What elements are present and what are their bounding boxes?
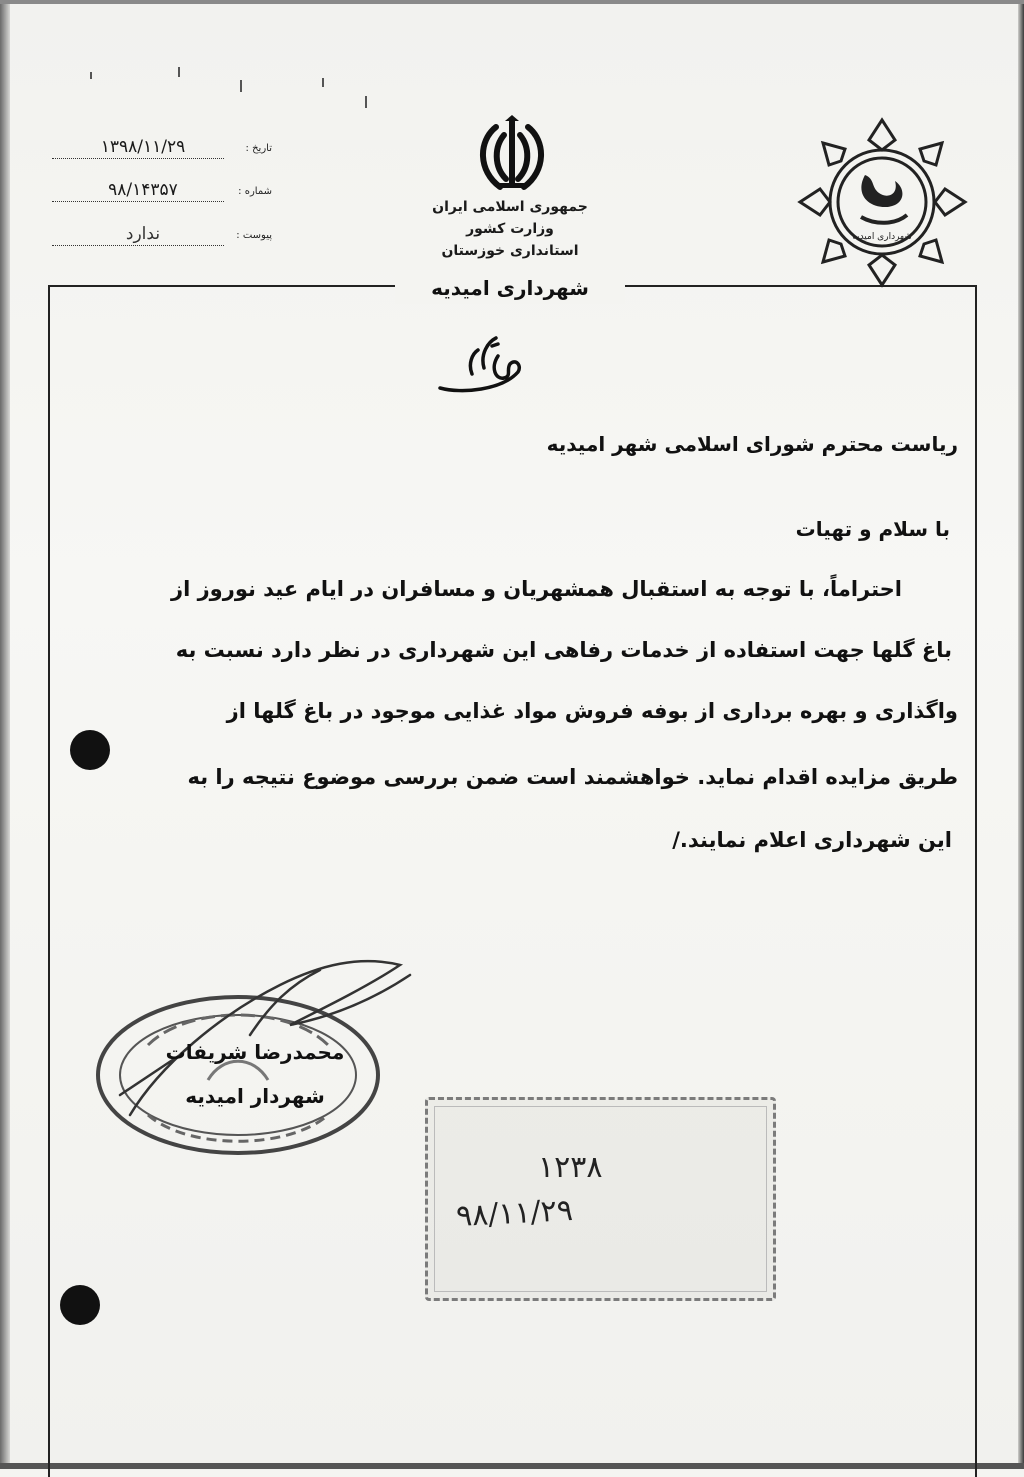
scan-edge-right [1018, 0, 1024, 1469]
number-field [52, 180, 272, 204]
scan-edge-left [0, 0, 10, 1469]
attachment-field [52, 224, 272, 248]
scan-speck [322, 78, 324, 87]
org-title: شهرداری امیدیه [395, 272, 625, 304]
attachment-value: ندارد [125, 224, 161, 244]
bismillah-text: بسمه تعالی [482, 396, 487, 397]
punch-hole [70, 730, 110, 770]
date-label: تاریخ : [245, 143, 272, 154]
header-org-lines [390, 196, 630, 262]
scan-speck [240, 80, 242, 92]
signer-block [150, 1030, 360, 1118]
iran-emblem-icon [470, 113, 554, 197]
number-dotted-line [52, 201, 224, 202]
header-line-ministry: وزارت کشور [466, 221, 554, 237]
date-dotted-line [52, 158, 224, 159]
header-line-republic: جمهوری اسلامی ایران [432, 199, 588, 215]
attachment-dotted-line [52, 245, 224, 246]
stamp-number: ۱۲۳۸ [538, 1150, 603, 1185]
number-value: ۹۸/۱۴۳۵۷ [108, 180, 178, 200]
letter-recipient: ریاست محترم شورای اسلامی شهر امیدیه [546, 432, 958, 456]
punch-hole [60, 1285, 100, 1325]
scan-speck [178, 67, 180, 77]
number-label: شماره : [238, 186, 272, 197]
stamp-date: ۹۸/۱۱/۲۹ [455, 1192, 574, 1235]
letter-body-line: واگذاری و بهره برداری از بوفه فروش مواد غذایی موجود در باغ گلها از [226, 699, 958, 723]
scan-speck [365, 96, 367, 108]
receipt-stamp [425, 1097, 776, 1301]
letter-body-line: باغ گلها جهت استفاده از خدمات رفاهی این شهرداری در نظر دارد نسبت به [175, 638, 952, 662]
letter-body-line: این شهرداری اعلام نمایند./ [672, 828, 952, 852]
scan-edge-top [0, 0, 1024, 4]
logo-caption: شهرداری امیدیه [852, 232, 912, 242]
header-line-governorate: استانداری خوزستان [441, 243, 579, 259]
attachment-label: پیوست : [236, 230, 272, 241]
date-field [52, 137, 272, 161]
letter-greeting: با سلام و تهیات [795, 517, 950, 541]
municipality-logo-icon [795, 115, 970, 290]
letter-body-line: احتراماً، با توجه به استقبال همشهریان و مسافران در ایام عید نوروز از [170, 577, 902, 601]
scan-speck [90, 72, 92, 79]
signer-title: شهردار امیدیه [185, 1084, 325, 1108]
bismillah-calligraphy [432, 328, 532, 398]
signer-name: محمدرضا شریفات [165, 1040, 345, 1064]
letter-body-line: طریق مزایده اقدام نماید. خواهشمند است ضمن بررسی موضوع نتیجه را به [187, 765, 958, 789]
date-value: ۱۳۹۸/۱۱/۲۹ [100, 137, 186, 157]
